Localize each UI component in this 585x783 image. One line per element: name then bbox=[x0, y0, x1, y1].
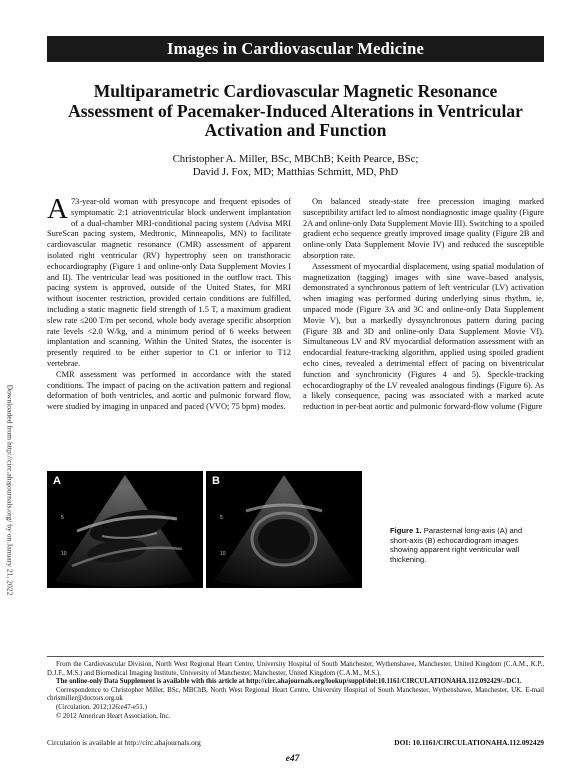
echo-short-axis-image bbox=[206, 471, 362, 588]
caption-text: Parasternal long-axis (A) and short-axis (B) echocardiogram images showing apparent right ventricular wall thickening. bbox=[390, 526, 523, 564]
section-banner: Images in Cardiovascular Medicine bbox=[47, 36, 544, 62]
svg-text:5: 5 bbox=[61, 515, 64, 521]
body-column-left bbox=[47, 193, 291, 413]
paragraph: On balanced steady-state free precession imaging marked susceptibility artifact led to almost nondiagnostic image quality (Figure 2A and online-only Data Supplement Movie III). Switching to a spoiled gradient echo sequence greatly improved image quality (Figure 2B and online-only Data Supplement Movie IV) and reduced the susceptible absorption rate. bbox=[303, 197, 544, 260]
figure-panel-a bbox=[47, 471, 203, 588]
footnote-supplement: The online-only Data Supplement is available with this article at http://circ.ahajournals.org/lookup/suppl/doi:10.1161/CIRCULATIONAHA.112.092429/-/DC1. bbox=[56, 678, 522, 686]
drop-cap: A bbox=[47, 193, 68, 225]
footnotes bbox=[47, 661, 544, 721]
caption-label: Figure 1. bbox=[390, 526, 422, 535]
footnote-affiliation: From the Cardiovascular Division, North West Regional Heart Centre, University Hospital of South Manchester, Wythenshawe, Manchester, United Kingdom (C.A.M., K.P., D.J.F., M.S.) and Biomedical Imaging Institute, University of Manchester, Manchester, United Kingdom (C.A.M., M.S.). bbox=[47, 661, 544, 677]
journal-availability: Circulation is available at http://circ.ahajournals.org bbox=[47, 738, 201, 747]
page-number: e47 bbox=[285, 754, 300, 764]
paragraph: CMR assessment was performed in accordance with the stated conditions. The impact of pacing on the activation pattern and regional deformation of both ventricles, and aortic and pulmonic forward flow, were studied by imaging in unpaced and paced (VVO; 75 bpm) modes. bbox=[47, 369, 291, 412]
doi: DOI: 10.1161/CIRCULATIONAHA.112.092429 bbox=[394, 738, 544, 747]
download-watermark-text: Downloaded from http://circ.ahajournals.org/ by on January 21, 2022 bbox=[5, 384, 15, 596]
svg-text:5: 5 bbox=[220, 515, 223, 521]
paragraph-text: 73-year-old woman with presyncope and frequent episodes of symptomatic 2:1 atrioventricular block underwent implantation of a dual-chamber MRI-conditional pacing system (Advisa MRI SureScan pacing system, Medtronic, Minneapolis, MN) to facilitate cardiovascular magnetic resonance (CMR) assessment of apparent isolated right ventricular (RV) hypertrophy seen on transthoracic echocardiography (Figure 1 and online-only Data Supplement Movies I and II). The ventricular lead was positioned in the outflow tract. This pacing system is approved, outside of the United States, for MRI without isocenter restriction, provided certain conditions are fulfilled, including a static magnetic field strength of 1.5 T, a maximum gradient slew rate ≤200 T/m per second, whole body average specific absorption rate levels <2.0 W/kg, and a minimum period of 6 weeks between implantation and scanning. Within the United States, the isocenter is presently required to be either superior to C1 or inferior to T12 vertebrae. bbox=[47, 197, 291, 368]
download-watermark bbox=[3, 370, 17, 610]
paragraph: Assessment of myocardial displacement, using spatial modulation of magnetization (tagging) images with sine wave–based analysis, demonstrated a synchronous pattern of left ventricular (LV) activation when imaging was performed during underlying sinus rhythm, ie, unpaced mode (Figure 3A and 3C and online-only Data Supplement Movie V), but a markedly dyssynchronous pattern during pacing (Figure 3B and 3D and online-only Data Supplement Movie VI). Simultaneous LV and RV myocardial deformation assessment with an endocardial feature-tracking algorithm, applied using spoiled gradient echo cines, revealed a detrimental effect of pacing on biventricular function and synchronicity (Figures 4 and 5). Speckle-tracking echocardiography of the LV revealed analogous findings (Figure 6). As a likely consequence, pacing was associated with a marked acute reduction in per-beat aortic and pulmonic forward-flow volume (Figure bbox=[303, 261, 544, 412]
svg-text:10: 10 bbox=[220, 551, 226, 557]
footnote-copyright: © 2012 American Heart Association, Inc. bbox=[56, 712, 171, 720]
footnote-divider bbox=[47, 656, 544, 657]
article-title: Multiparametric Cardiovascular Magnetic Resonance Assessment of Pacemaker-Induced Alterations in Ventricular Activation and Function bbox=[68, 81, 523, 140]
footnote-correspondence: Correspondence to Christopher Miller, BSc, MBChB, North West Regional Heart Centre, University Hospital of South Manchester, Wythenshawe, Manchester, UK. E-mail chrismiller@doctors.org.uk bbox=[47, 686, 544, 703]
panel-b-label: B bbox=[212, 475, 220, 487]
authors-line-2: David J. Fox, MD; Matthias Schmitt, MD, PhD bbox=[192, 166, 399, 178]
authors-line-1: Christopher A. Miller, BSc, MBChB; Keith Pearce, BSc; bbox=[172, 153, 419, 165]
author-list bbox=[60, 153, 531, 179]
figure-panel-b bbox=[206, 471, 362, 588]
panel-a-label: A bbox=[53, 475, 61, 487]
footnote-citation: (Circulation. 2012;126:e47-e51.) bbox=[56, 703, 147, 711]
svg-text:10: 10 bbox=[61, 551, 67, 557]
echo-long-axis-image bbox=[47, 471, 203, 588]
paragraph bbox=[47, 193, 291, 370]
body-column-right bbox=[303, 197, 544, 413]
figure-caption bbox=[390, 526, 540, 564]
